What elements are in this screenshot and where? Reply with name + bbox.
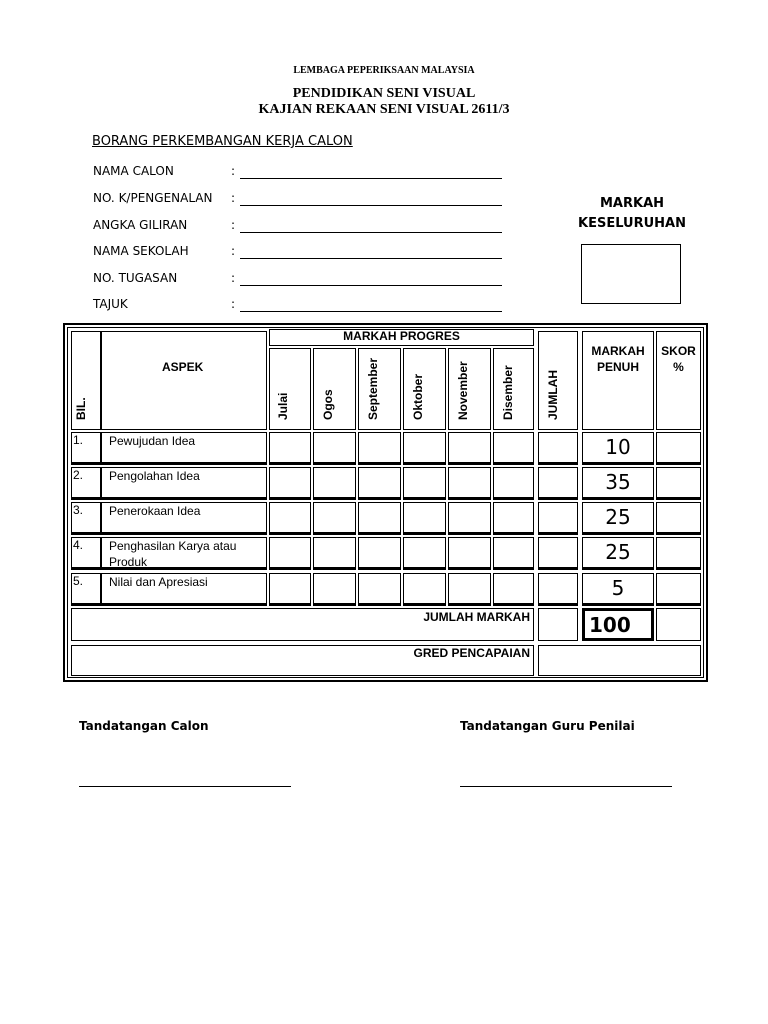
field-line-no-tugasan[interactable] — [240, 285, 502, 286]
header-score — [656, 343, 701, 375]
field-colon: : — [231, 244, 236, 258]
header-jumlah: JUMLAH — [546, 370, 560, 420]
row-score-cell[interactable] — [656, 537, 701, 570]
row-month-mark-cell[interactable] — [358, 502, 401, 535]
field-label-no-tugasan: NO. TUGASAN — [93, 271, 178, 285]
row-month-mark-cell[interactable] — [313, 502, 356, 535]
row-month-mark-cell[interactable] — [358, 537, 401, 570]
overall-marks-label — [572, 194, 692, 234]
total-jumlah-cell[interactable] — [538, 608, 578, 641]
header-score-line1: SKOR — [661, 344, 696, 358]
row-full-marks: 5 — [611, 576, 625, 600]
field-label-nama-sekolah: NAMA SEKOLAH — [93, 244, 189, 258]
header-bil: BIL. — [74, 397, 88, 420]
total-full-marks: 100 — [589, 613, 631, 637]
row-month-mark-cell[interactable] — [269, 573, 311, 606]
row-full-marks: 25 — [605, 540, 631, 564]
row-month-mark-cell[interactable] — [448, 537, 491, 570]
header-full-marks-line1: MARKAH — [591, 344, 645, 358]
total-score-cell[interactable] — [656, 608, 701, 641]
field-label-tajuk: TAJUK — [93, 297, 128, 311]
row-month-mark-cell[interactable] — [269, 537, 311, 570]
paper-title: KAJIAN REKAAN SENI VISUAL 2611/3 — [258, 102, 510, 117]
row-aspect — [109, 468, 200, 484]
total-marks-label: JUMLAH MARKAH — [423, 610, 530, 624]
teacher-signature-label: Tandatangan Guru Penilai — [460, 719, 635, 733]
row-aspect — [109, 503, 200, 519]
form-title: BORANG PERKEMBANGAN KERJA CALON — [92, 134, 353, 149]
row-aspect-text: Penghasilan Karya atau — [109, 539, 237, 553]
row-month-mark-cell[interactable] — [493, 432, 534, 465]
field-colon: : — [231, 297, 236, 311]
row-number: 5. — [73, 574, 84, 588]
row-aspect — [109, 538, 236, 570]
row-month-mark-cell[interactable] — [358, 432, 401, 465]
header-month-julai: Julai — [276, 392, 290, 420]
field-label-angka-giliran: ANGKA GILIRAN — [93, 218, 188, 232]
field-line-nama-sekolah[interactable] — [240, 258, 502, 259]
row-aspect-text: Penerokaan Idea — [109, 504, 201, 518]
row-month-mark-cell[interactable] — [313, 467, 356, 500]
field-label-no-kp: NO. K/PENGENALAN — [93, 191, 213, 205]
header-full-marks — [582, 343, 654, 375]
row-number: 2. — [73, 468, 84, 482]
row-month-mark-cell[interactable] — [493, 573, 534, 606]
row-month-mark-cell[interactable] — [403, 573, 446, 606]
institution-name: LEMBAGA PEPERIKSAAN MALAYSIA — [293, 65, 475, 76]
row-month-mark-cell[interactable] — [269, 432, 311, 465]
header-aspek-cell — [101, 331, 267, 430]
row-month-mark-cell[interactable] — [448, 467, 491, 500]
row-month-mark-cell[interactable] — [313, 537, 356, 570]
row-number: 3. — [73, 503, 84, 517]
header-month-september: September — [366, 357, 380, 420]
row-full-marks: 10 — [605, 435, 631, 459]
row-full-marks: 25 — [605, 505, 631, 529]
row-month-mark-cell[interactable] — [448, 573, 491, 606]
teacher-signature-line[interactable] — [460, 786, 672, 787]
row-score-cell[interactable] — [656, 573, 701, 606]
field-line-tajuk[interactable] — [240, 311, 502, 312]
row-aspect-text: Pewujudan Idea — [109, 434, 196, 448]
row-month-mark-cell[interactable] — [403, 467, 446, 500]
field-line-angka-giliran[interactable] — [240, 232, 502, 233]
row-month-mark-cell[interactable] — [358, 573, 401, 606]
row-jumlah-cell[interactable] — [538, 467, 578, 500]
row-aspect-text: Nilai dan Apresiasi — [109, 575, 208, 589]
row-number: 1. — [73, 433, 84, 447]
header-progress: MARKAH PROGRES — [343, 329, 460, 343]
row-aspect — [109, 574, 208, 590]
row-number: 4. — [73, 538, 84, 552]
row-score-cell[interactable] — [656, 467, 701, 500]
candidate-signature-label: Tandatangan Calon — [79, 719, 209, 733]
row-month-mark-cell[interactable] — [313, 432, 356, 465]
row-aspect-text: Pengolahan Idea — [109, 469, 200, 483]
candidate-signature-line[interactable] — [79, 786, 291, 787]
field-line-no-kp[interactable] — [240, 205, 502, 206]
grade-value-cell[interactable] — [538, 645, 701, 676]
header-full-marks-line2: PENUH — [596, 360, 639, 374]
row-month-mark-cell[interactable] — [403, 537, 446, 570]
row-jumlah-cell[interactable] — [538, 573, 578, 606]
row-month-mark-cell[interactable] — [448, 502, 491, 535]
row-score-cell[interactable] — [656, 432, 701, 465]
row-full-marks: 35 — [605, 470, 631, 494]
header-month-oktober: Oktober — [411, 373, 425, 420]
field-colon: : — [231, 218, 236, 232]
row-month-mark-cell[interactable] — [269, 502, 311, 535]
row-jumlah-cell[interactable] — [538, 537, 578, 570]
header-month-november: November — [456, 361, 470, 420]
header-score-line2: % — [673, 360, 684, 374]
row-month-mark-cell[interactable] — [269, 467, 311, 500]
field-colon: : — [231, 164, 236, 178]
row-aspect-text-cont: Produk — [109, 555, 148, 569]
row-month-mark-cell[interactable] — [448, 432, 491, 465]
header-month-ogos: Ogos — [321, 389, 335, 420]
field-label-nama-calon: NAMA CALON — [93, 164, 174, 178]
header-aspek: ASPEK — [162, 360, 204, 374]
field-colon: : — [231, 191, 236, 205]
overall-marks-line2: KESELURUHAN — [578, 216, 686, 231]
row-score-cell[interactable] — [656, 502, 701, 535]
row-month-mark-cell[interactable] — [313, 573, 356, 606]
row-month-mark-cell[interactable] — [493, 502, 534, 535]
row-month-mark-cell[interactable] — [493, 467, 534, 500]
row-aspect — [109, 433, 195, 449]
grade-label: GRED PENCAPAIAN — [413, 646, 530, 660]
row-month-mark-cell[interactable] — [403, 502, 446, 535]
row-jumlah-cell[interactable] — [538, 502, 578, 535]
row-month-mark-cell[interactable] — [358, 467, 401, 500]
overall-marks-box[interactable] — [581, 244, 681, 304]
row-jumlah-cell[interactable] — [538, 432, 578, 465]
field-colon: : — [231, 271, 236, 285]
overall-marks-line1: MARKAH — [599, 196, 665, 211]
row-month-mark-cell[interactable] — [403, 432, 446, 465]
row-month-mark-cell[interactable] — [493, 537, 534, 570]
field-line-nama-calon[interactable] — [240, 178, 502, 179]
header-month-disember: Disember — [501, 365, 515, 420]
subject-title: PENDIDIKAN SENI VISUAL — [292, 86, 476, 101]
